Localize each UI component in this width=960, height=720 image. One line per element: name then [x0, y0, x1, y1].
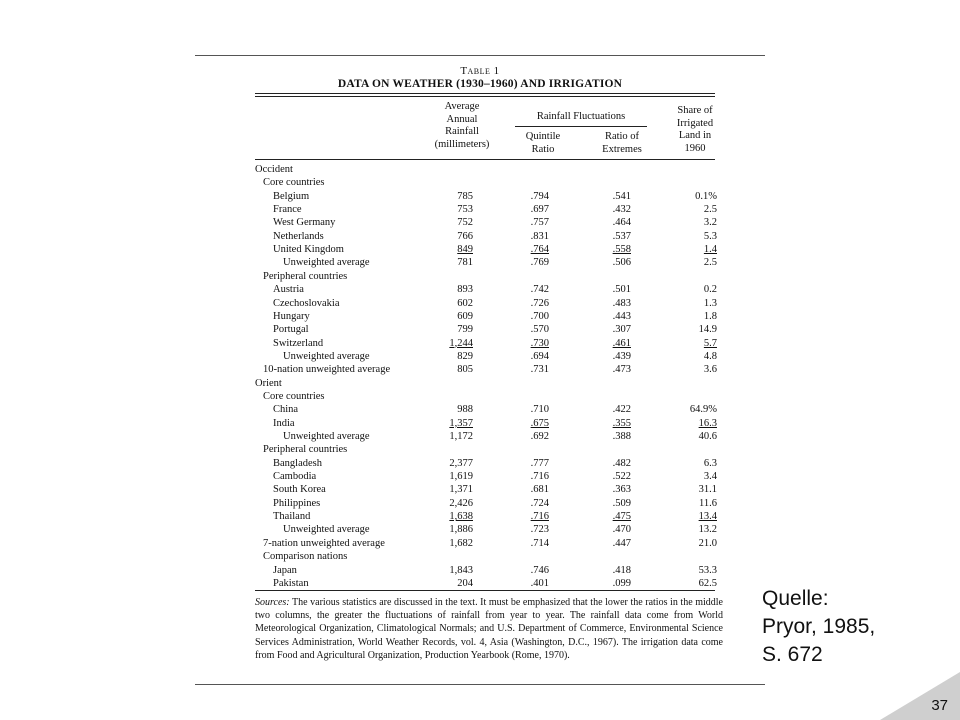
row-label: Cambodia [273, 471, 317, 483]
cell-ratio-extremes: .432 [612, 204, 631, 216]
cell-irrigated-share: 1.4 [703, 244, 717, 256]
cell-ratio-extremes: .506 [612, 257, 631, 269]
cell-rainfall: 1,682 [449, 537, 473, 549]
row-label: 7-nation unweighted average [263, 537, 385, 549]
row-label: West Germany [273, 217, 336, 229]
cell-quintile-ratio: .746 [530, 564, 549, 576]
row-label: Switzerland [273, 337, 324, 349]
cell-irrigated-share: 53.3 [698, 564, 717, 576]
citation-author-year: Pryor, 1985, [762, 615, 876, 638]
table-title: DATA ON WEATHER (1930–1960) AND IRRIGATION [337, 78, 623, 90]
row-label: Unweighted average [283, 524, 370, 536]
cell-quintile-ratio: .731 [530, 364, 549, 376]
cell-irrigated-share: 13.2 [698, 524, 717, 536]
cell-quintile-ratio: .777 [530, 457, 549, 469]
cell-quintile-ratio: .401 [530, 577, 549, 589]
cell-quintile-ratio: .757 [530, 217, 549, 229]
row-label: United Kingdom [273, 244, 344, 256]
cell-rainfall: 2,377 [449, 457, 473, 469]
header-quintile-ratio: Quintile Ratio [525, 131, 561, 155]
cell-ratio-extremes: .473 [612, 364, 631, 376]
sources-note [255, 596, 723, 662]
table-row [255, 377, 725, 390]
cell-ratio-extremes: .443 [612, 310, 631, 322]
table-row [255, 243, 725, 256]
table-row [255, 203, 725, 216]
table-row [255, 457, 725, 470]
cell-ratio-extremes: .475 [612, 511, 631, 523]
cell-quintile-ratio: .697 [530, 204, 549, 216]
cell-irrigated-share: 14.9 [698, 324, 717, 336]
sources-text: The various statistics are discussed in the text. It must be emphasized that the lower the ratios in the middle two columns, the greater the fluctuations of rainfall from year to year. The rainfall data come from World Meteorological Organization, Climatological Normals; and U.S. Department of Commerce, Environmental Science Services Administration, World Weather Records, vol. 4, Asia (Washington, D.C., 1967). The irrigation data come from Food and Agricultural Organization, Production Yearbook (Rome, 1970). [255, 597, 723, 661]
table-row [255, 256, 725, 269]
cell-irrigated-share: 1.8 [703, 310, 717, 322]
cell-rainfall: 1,886 [449, 524, 473, 536]
cell-ratio-extremes: .522 [612, 471, 631, 483]
table-row [255, 390, 725, 403]
cell-rainfall: 785 [457, 190, 473, 202]
table-row [255, 230, 725, 243]
cell-irrigated-share: 40.6 [698, 431, 717, 442]
cell-ratio-extremes: .558 [612, 244, 631, 256]
table-row [255, 337, 725, 350]
cell-irrigated-share: 4.8 [703, 350, 717, 362]
cell-irrigated-share: 5.3 [703, 230, 717, 242]
row-label: Netherlands [273, 230, 324, 242]
header-ratio-of-extremes: Ratio of Extremes [602, 131, 642, 155]
cell-rainfall: 1,619 [449, 471, 473, 483]
cell-rainfall: 1,172 [449, 431, 473, 442]
cell-rainfall: 829 [457, 350, 473, 362]
row-label: France [273, 204, 302, 216]
cell-ratio-extremes: .501 [612, 284, 631, 296]
cell-rainfall: 893 [457, 284, 473, 296]
table-row [255, 497, 725, 510]
page-top-rule [195, 55, 765, 56]
cell-irrigated-share: 3.2 [703, 217, 717, 229]
table-row [255, 417, 725, 430]
row-label: Peripheral countries [263, 444, 348, 456]
cell-irrigated-share: 13.4 [698, 511, 717, 523]
row-label: 10-nation unweighted average [263, 364, 391, 376]
table-row [255, 523, 725, 536]
cell-quintile-ratio: .694 [530, 350, 549, 362]
cell-rainfall: 204 [457, 577, 473, 589]
row-label: Unweighted average [283, 431, 370, 442]
fluctuations-span-rule [515, 126, 647, 127]
cell-irrigated-share: 0.2 [703, 284, 717, 296]
cell-quintile-ratio: .831 [530, 230, 549, 242]
row-label: Unweighted average [283, 257, 370, 269]
cell-quintile-ratio: .710 [530, 404, 549, 416]
cell-rainfall: 1,843 [449, 564, 473, 576]
cell-quintile-ratio: .794 [530, 190, 549, 202]
source-citation [762, 585, 875, 669]
row-label: Czechoslovakia [273, 297, 340, 309]
cell-quintile-ratio: .742 [530, 284, 549, 296]
cell-quintile-ratio: .681 [530, 484, 549, 496]
table-row [255, 510, 725, 523]
row-label: Orient [255, 377, 282, 389]
table-row [255, 163, 725, 176]
cell-rainfall: 1,357 [449, 417, 473, 429]
table-row [255, 550, 725, 563]
row-label: Thailand [273, 511, 311, 523]
cell-ratio-extremes: .447 [612, 537, 631, 549]
cell-rainfall: 781 [457, 257, 473, 269]
cell-rainfall: 988 [457, 404, 473, 416]
row-label: South Korea [273, 484, 326, 496]
cell-quintile-ratio: .692 [530, 431, 549, 442]
cell-irrigated-share: 6.3 [703, 457, 717, 469]
cell-ratio-extremes: .541 [612, 190, 631, 202]
cell-quintile-ratio: .675 [530, 417, 549, 429]
header-rule-top-2 [255, 96, 715, 97]
cell-ratio-extremes: .509 [612, 497, 631, 509]
cell-quintile-ratio: .714 [530, 537, 549, 549]
cell-ratio-extremes: .439 [612, 350, 631, 362]
row-label: Austria [273, 284, 304, 296]
slide-corner-decoration [880, 672, 960, 720]
table-row [255, 350, 725, 363]
cell-ratio-extremes: .470 [612, 524, 631, 536]
cell-quintile-ratio: .726 [530, 297, 549, 309]
cell-irrigated-share: 5.7 [703, 337, 717, 349]
cell-rainfall: 1,371 [449, 484, 473, 496]
cell-ratio-extremes: .422 [612, 404, 631, 416]
citation-label: Quelle: [762, 587, 829, 610]
table-row [255, 470, 725, 483]
cell-ratio-extremes: .099 [612, 577, 631, 589]
table-row [255, 283, 725, 296]
table-row [255, 216, 725, 229]
table-row [255, 537, 725, 550]
cell-rainfall: 849 [457, 244, 473, 256]
table-row [255, 310, 725, 323]
cell-ratio-extremes: .537 [612, 230, 631, 242]
page-bottom-rule [195, 684, 765, 685]
cell-ratio-extremes: .464 [612, 217, 631, 229]
cell-irrigated-share: 64.9% [689, 404, 717, 416]
header-rainfall: Average Annual Rainfall (millimeters) [434, 101, 490, 150]
cell-ratio-extremes: .461 [612, 337, 631, 349]
header-rule-top-1 [255, 93, 715, 94]
cell-rainfall: 1,244 [449, 337, 473, 349]
table-row [255, 403, 725, 416]
cell-quintile-ratio: .764 [530, 244, 549, 256]
cell-quintile-ratio: .716 [530, 471, 549, 483]
cell-rainfall: 1,638 [449, 511, 473, 523]
row-label: Core countries [263, 390, 325, 402]
cell-irrigated-share: 3.4 [703, 471, 717, 483]
cell-ratio-extremes: .482 [612, 457, 631, 469]
cell-ratio-extremes: .418 [612, 564, 631, 576]
row-label: Belgium [273, 190, 310, 202]
row-label: Philippines [273, 497, 321, 509]
cell-irrigated-share: 2.5 [703, 204, 717, 216]
header-share-irrigated: Share of Irrigated Land in 1960 [676, 105, 714, 154]
table-bottom-rule [255, 590, 715, 591]
cell-ratio-extremes: .355 [612, 417, 631, 429]
scanned-table-page [195, 55, 765, 685]
cell-irrigated-share: 11.6 [699, 497, 717, 509]
table-row [255, 430, 725, 443]
cell-ratio-extremes: .307 [612, 324, 631, 336]
row-label: Japan [273, 564, 297, 576]
row-label: China [273, 404, 299, 416]
row-label: Pakistan [273, 577, 309, 589]
row-label: Peripheral countries [263, 270, 348, 282]
row-label: Comparison nations [263, 551, 348, 563]
row-label: Unweighted average [283, 350, 370, 362]
cell-irrigated-share: 62.5 [698, 577, 717, 589]
table-row [255, 564, 725, 577]
cell-quintile-ratio: .700 [530, 310, 549, 322]
table-row [255, 363, 725, 376]
table-row [255, 297, 725, 310]
cell-rainfall: 805 [457, 364, 473, 376]
cell-irrigated-share: 3.6 [703, 364, 717, 376]
cell-irrigated-share: 21.0 [698, 537, 717, 549]
sources-lead: Sources: [255, 597, 290, 608]
row-label: Occident [255, 164, 293, 175]
table-row [255, 176, 725, 189]
slide-page-number: 37 [931, 697, 948, 714]
table-number: Table 1 [460, 65, 500, 77]
row-label: Core countries [263, 177, 325, 189]
header-rainfall-fluctuations: Rainfall Fluctuations [536, 111, 626, 122]
cell-irrigated-share: 16.3 [698, 417, 717, 429]
cell-rainfall: 753 [457, 204, 473, 216]
cell-ratio-extremes: .363 [612, 484, 631, 496]
table-row [255, 190, 725, 203]
cell-quintile-ratio: .723 [530, 524, 549, 536]
cell-rainfall: 602 [457, 297, 473, 309]
cell-irrigated-share: 31.1 [698, 484, 717, 496]
cell-ratio-extremes: .388 [612, 431, 631, 442]
table-row [255, 443, 725, 456]
cell-irrigated-share: 1.3 [703, 297, 717, 309]
cell-rainfall: 799 [457, 324, 473, 336]
cell-quintile-ratio: .570 [530, 324, 549, 336]
cell-rainfall: 766 [457, 230, 473, 242]
cell-rainfall: 752 [457, 217, 473, 229]
table-row [255, 270, 725, 283]
table-row [255, 483, 725, 496]
cell-rainfall: 2,426 [449, 497, 473, 509]
row-label: Hungary [273, 310, 310, 322]
cell-irrigated-share: 2.5 [703, 257, 717, 269]
cell-rainfall: 609 [457, 310, 473, 322]
cell-quintile-ratio: .716 [530, 511, 549, 523]
row-label: Bangladesh [273, 457, 322, 469]
cell-quintile-ratio: .724 [530, 497, 549, 509]
cell-quintile-ratio: .730 [530, 337, 549, 349]
row-label: India [273, 417, 295, 429]
citation-page: S. 672 [762, 643, 823, 666]
cell-ratio-extremes: .483 [612, 297, 631, 309]
table-row [255, 323, 725, 336]
table-row [255, 577, 725, 590]
cell-irrigated-share: 0.1% [695, 190, 717, 202]
row-label: Portugal [273, 324, 309, 336]
header-rule-bottom [255, 159, 715, 160]
cell-quintile-ratio: .769 [530, 257, 549, 269]
